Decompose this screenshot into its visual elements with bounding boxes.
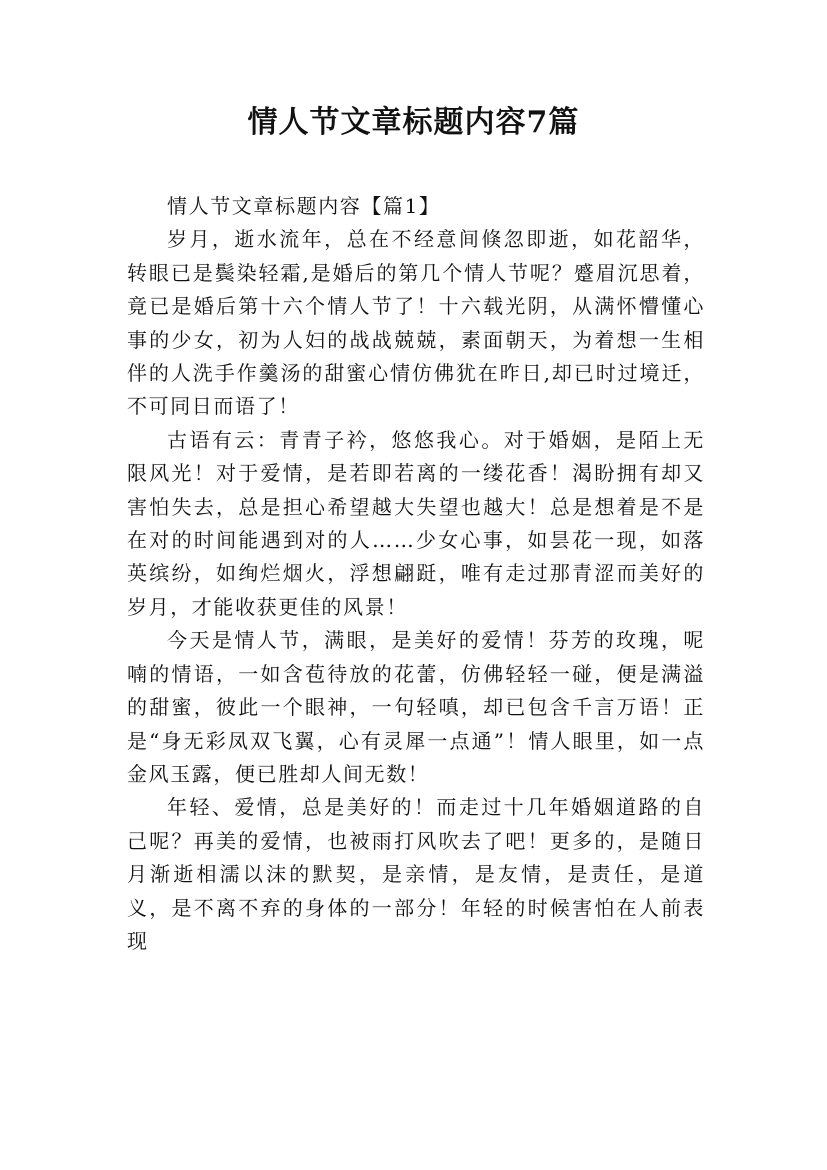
section-heading: 情人节文章标题内容【篇1】 (167, 194, 441, 218)
paragraph-3: 今天是情人节，满眼，是美好的爱情！芬芳的玫瑰，呢喃的情语，一如含苞待放的花蕾，仿佛轻轻一碰，便是满溢的甜蜜，彼此一个眼神，一句轻嗔，却已包含千言万语！正是“身无彩凤双飞翼，心有灵犀一点通”！情人眼里，如一点金风玉露，便已胜却人间无数！ (127, 628, 705, 786)
paragraph-1: 岁月，逝水流年，总在不经意间倏忽即逝，如花韶华，转眼已是鬓染轻霜,是婚后的第几个情人节呢？蹙眉沉思着，竟已是婚后第十六个情人节了！十六载光阴，从满怀懵懂心事的少女，初为人妇的战战兢兢，素面朝天，为着想一生相伴的人洗手作羹汤的甜蜜心情仿佛犹在昨日,却已时过境迁，不可同日而语了！ (127, 227, 705, 419)
paragraph-2: 古语有云：青青子衿，悠悠我心。对于婚姻，是陌上无限风光！对于爱情，是若即若离的一缕花香！渴盼拥有却又害怕失去，总是担心希望越大失望也越大！总是想着是不是在对的时间能遇到对的人……少女心事，如昙花一现，如落英缤纷，如绚烂烟火，浮想翩跹，唯有走过那青涩而美好的岁月，才能收获更佳的风景！ (127, 427, 705, 619)
paragraph-4: 年轻、爱情，总是美好的！而走过十几年婚姻道路的自己呢？再美的爱情，也被雨打风吹去了吧！更多的，是随日月渐逝相濡以沫的默契，是亲情，是友情，是责任，是道义，是不离不弃的身体的一部分！年轻的时候害怕在人前表现 (127, 795, 705, 953)
document-body (127, 190, 705, 958)
document-title: 情人节文章标题内容7篇 (247, 105, 580, 140)
